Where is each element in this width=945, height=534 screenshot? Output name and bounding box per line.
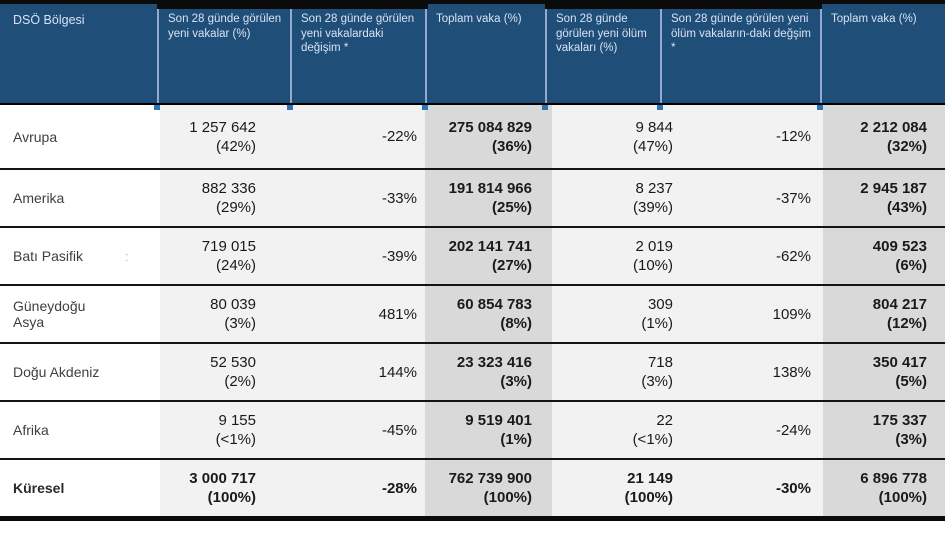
new-deaths-value: 309	[647, 296, 673, 313]
region-label: Doğu Akdeniz	[13, 364, 100, 380]
case-change-cell	[290, 170, 425, 226]
new-cases-cell	[160, 105, 290, 168]
total-cases-pct: (36%)	[491, 137, 532, 155]
new-deaths-cell	[552, 402, 715, 458]
total-deaths-pct: (5%)	[895, 373, 927, 390]
new-deaths-cell	[552, 105, 715, 168]
region-cell	[0, 228, 160, 284]
new-cases-pct: (100%)	[207, 489, 256, 506]
total-cases-value: 60 854 783	[456, 296, 532, 313]
new-deaths-value: 22	[656, 412, 673, 429]
death-change-value: 109%	[772, 305, 811, 323]
total-deaths-value: 2 212 084	[860, 118, 927, 136]
region-suffix: :	[125, 248, 129, 264]
new-deaths-cell	[552, 170, 715, 226]
table-body	[0, 105, 945, 516]
new-cases-pct: (42%)	[215, 137, 256, 155]
region-cell	[0, 402, 160, 458]
new-deaths-pct: (<1%)	[632, 431, 673, 448]
table-row-bati-pasifik	[0, 226, 945, 284]
total-cases-pct: (25%)	[491, 199, 532, 216]
case-change-value: 144%	[378, 363, 417, 381]
case-change-value: -28%	[381, 479, 417, 497]
new-deaths-cell	[552, 460, 715, 516]
region-cell	[0, 286, 160, 342]
table-row-dogu-akdeniz	[0, 342, 945, 400]
total-deaths-cell	[823, 105, 945, 168]
new-cases-pct: (3%)	[224, 315, 256, 332]
region-label: Batı Pasifik	[13, 248, 84, 264]
new-deaths-value: 718	[647, 354, 673, 371]
total-deaths-cell	[823, 402, 945, 458]
total-deaths-value: 804 217	[872, 296, 927, 313]
total-cases-value: 762 739 900	[448, 470, 532, 487]
new-cases-value: 9 155	[218, 412, 256, 429]
total-cases-value: 275 084 829	[448, 118, 532, 136]
case-change-cell	[290, 402, 425, 458]
new-deaths-pct: (3%)	[641, 373, 673, 390]
case-change-value: -33%	[381, 189, 417, 207]
total-deaths-pct: (32%)	[886, 137, 927, 155]
total-cases-pct: (8%)	[500, 315, 532, 332]
case-change-value: -45%	[381, 421, 417, 439]
death-change-value: -12%	[775, 128, 811, 145]
total-cases-cell	[425, 460, 552, 516]
death-change-cell	[715, 170, 823, 226]
header-total-deaths: Toplam vaka (%)	[820, 4, 945, 103]
total-deaths-value: 350 417	[872, 354, 927, 371]
death-change-value: -37%	[775, 189, 811, 207]
table-row-amerika	[0, 168, 945, 226]
table-header-row	[0, 4, 945, 105]
total-cases-pct: (100%)	[483, 489, 532, 506]
total-cases-cell	[425, 105, 552, 168]
column-divider-marker	[657, 105, 663, 110]
new-cases-pct: (24%)	[215, 257, 256, 274]
header-death-change: Son 28 günde görülen yeni ölüm vakaların-daki değşim *	[660, 4, 820, 103]
total-cases-value: 191 814 966	[448, 180, 532, 197]
header-region: DSÖ Bölgesi	[13, 13, 85, 27]
death-change-value: -62%	[775, 247, 811, 265]
total-cases-pct: (3%)	[500, 373, 532, 390]
region-cell	[0, 460, 160, 516]
total-cases-value: 23 323 416	[456, 354, 532, 371]
total-cases-value: 9 519 401	[465, 412, 532, 429]
region-label: Afrika	[13, 422, 49, 438]
table-row-guneydogu-asya	[0, 284, 945, 342]
new-deaths-cell	[552, 344, 715, 400]
case-change-value: 481%	[378, 305, 417, 323]
table-row-afrika	[0, 400, 945, 458]
column-divider-marker	[817, 105, 823, 110]
new-cases-pct: (29%)	[215, 199, 256, 216]
column-divider-marker	[542, 105, 548, 110]
new-deaths-pct: (39%)	[632, 199, 673, 216]
top-border-thick-segment	[157, 0, 428, 9]
new-deaths-pct: (1%)	[641, 315, 673, 332]
total-cases-cell	[425, 170, 552, 226]
new-cases-cell	[160, 344, 290, 400]
table-row-avrupa	[0, 105, 945, 168]
death-change-cell	[715, 344, 823, 400]
total-cases-cell	[425, 228, 552, 284]
column-divider-marker	[287, 105, 293, 110]
new-deaths-value: 9 844	[635, 118, 673, 136]
region-cell	[0, 344, 160, 400]
new-deaths-value: 2 019	[635, 238, 673, 255]
case-change-cell	[290, 286, 425, 342]
column-divider-marker	[422, 105, 428, 110]
total-cases-pct: (1%)	[500, 431, 532, 448]
header-new-deaths: Son 28 günde görülen yeni ölüm vakaları (%)	[545, 4, 660, 103]
new-cases-cell	[160, 460, 290, 516]
new-deaths-value: 8 237	[635, 180, 673, 197]
total-deaths-cell	[823, 286, 945, 342]
region-cell	[0, 170, 160, 226]
new-deaths-value: 21 149	[627, 470, 673, 487]
death-change-cell	[715, 286, 823, 342]
death-change-cell	[715, 105, 823, 168]
total-deaths-cell	[823, 460, 945, 516]
table-bottom-border	[0, 516, 945, 521]
header-total-cases: Toplam vaka (%)	[425, 4, 545, 103]
total-deaths-pct: (100%)	[878, 489, 927, 506]
total-deaths-pct: (6%)	[895, 257, 927, 274]
total-deaths-value: 2 945 187	[860, 180, 927, 197]
total-deaths-pct: (12%)	[886, 315, 927, 332]
death-change-value: -30%	[775, 479, 811, 497]
column-divider-marker	[154, 105, 160, 110]
case-change-cell	[290, 228, 425, 284]
case-change-cell	[290, 344, 425, 400]
header-case-change: Son 28 günde görülen yeni vakalardaki değişim *	[290, 4, 425, 103]
total-deaths-cell	[823, 228, 945, 284]
region-label: Güneydoğu Asya	[13, 298, 86, 330]
new-cases-value: 1 257 642	[189, 118, 256, 136]
region-label: Avrupa	[13, 128, 58, 145]
new-cases-cell	[160, 228, 290, 284]
new-cases-value: 882 336	[201, 180, 256, 197]
table-row-kuresel	[0, 458, 945, 516]
case-change-cell	[290, 460, 425, 516]
new-cases-value: 52 530	[210, 354, 256, 371]
new-cases-cell	[160, 286, 290, 342]
new-deaths-pct: (47%)	[632, 137, 673, 155]
total-cases-cell	[425, 286, 552, 342]
total-cases-pct: (27%)	[491, 257, 532, 274]
death-change-cell	[715, 402, 823, 458]
death-change-cell	[715, 460, 823, 516]
top-border-thick-segment	[545, 0, 822, 9]
death-change-cell	[715, 228, 823, 284]
total-cases-cell	[425, 344, 552, 400]
new-cases-value: 3 000 717	[189, 470, 256, 487]
new-deaths-pct: (100%)	[624, 489, 673, 506]
region-label: Amerika	[13, 190, 65, 206]
new-deaths-pct: (10%)	[632, 257, 673, 274]
new-cases-pct: (2%)	[224, 373, 256, 390]
total-cases-value: 202 141 741	[448, 238, 532, 255]
total-deaths-value: 6 896 778	[860, 470, 927, 487]
total-deaths-value: 409 523	[872, 238, 927, 255]
total-cases-cell	[425, 402, 552, 458]
new-deaths-cell	[552, 286, 715, 342]
new-deaths-cell	[552, 228, 715, 284]
new-cases-cell	[160, 402, 290, 458]
total-deaths-cell	[823, 344, 945, 400]
death-change-value: 138%	[772, 363, 811, 381]
case-change-value: -22%	[381, 128, 417, 145]
total-deaths-pct: (3%)	[895, 431, 927, 448]
case-change-cell	[290, 105, 425, 168]
new-cases-cell	[160, 170, 290, 226]
total-deaths-pct: (43%)	[886, 199, 927, 216]
new-cases-pct: (<1%)	[215, 431, 256, 448]
new-cases-value: 719 015	[201, 238, 256, 255]
total-deaths-cell	[823, 170, 945, 226]
case-change-value: -39%	[381, 247, 417, 265]
region-label: Küresel	[13, 480, 65, 496]
region-cell	[0, 105, 160, 168]
header-new-cases: Son 28 günde görülen yeni vakalar (%)	[157, 4, 290, 103]
total-deaths-value: 175 337	[872, 412, 927, 429]
new-cases-value: 80 039	[210, 296, 256, 313]
death-change-value: -24%	[775, 421, 811, 439]
